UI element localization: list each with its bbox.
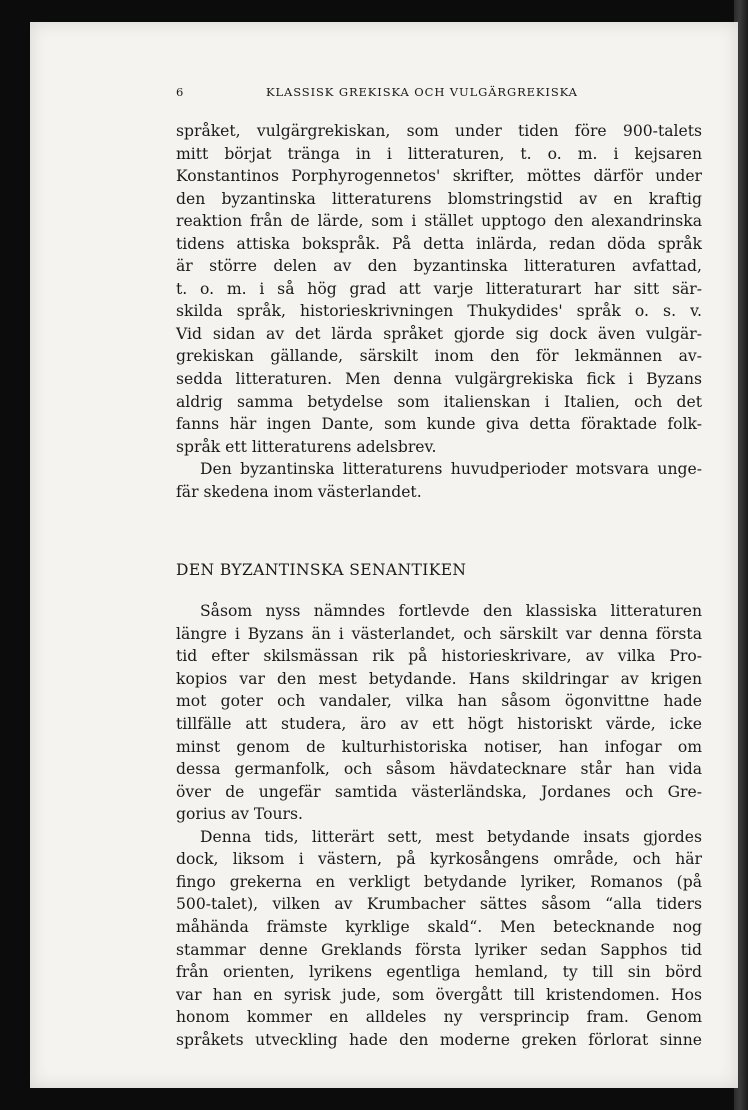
text-line: aldrig samma betydelse som italienskan i Italien, och det: [176, 392, 702, 411]
text-line: längre i Byzans än i västerlandet, och särskilt var denna första: [176, 624, 702, 643]
page-number: 6: [176, 85, 185, 99]
text-line: gorius av Tours.: [176, 805, 303, 824]
text-line: tid efter skilsmässan rik på historieskrivare, av vilka Pro-: [176, 647, 702, 666]
text-line: minst genom de kulturhistoriska notiser, han infogar om: [176, 737, 702, 756]
text-line: grekiskan gällande, särskilt inom den för lekmännen av-: [176, 347, 702, 366]
text-line: Såsom nyss nämndes fortlevde den klassiska litteraturen: [200, 602, 702, 621]
running-title: KLASSISK GREKISKA OCH VULGÄRGREKISKA: [266, 85, 578, 99]
text-line: mot goter och vandaler, vilka han såsom ögonvittne hade: [176, 692, 702, 711]
text-line: dock, liksom i västern, på kyrkosångens område, och här: [176, 850, 702, 869]
paragraph-continuation: [176, 120, 702, 458]
text-line: språket, vulgärgrekiskan, som under tiden före 900-talets: [176, 122, 702, 140]
running-head: [176, 85, 702, 105]
text-line: den byzantinska litteraturens blomstringstid av en kraftig: [176, 189, 702, 208]
text-line: honom kommer en alldeles ny versprincip fram. Genom: [176, 1008, 702, 1027]
text-line: Denna tids, litterärt sett, mest betydande insats gjordes: [200, 827, 702, 846]
text-line: mitt börjat tränga in i litteraturen, t. o. m. i kejsaren: [176, 144, 702, 163]
paragraph: [176, 458, 702, 503]
text-line: sedda litteraturen. Men denna vulgärgrekiska fick i Byzans: [176, 370, 702, 389]
text-line: reaktion från de lärde, som i stället upptogo den alexandrinska: [176, 212, 702, 231]
text-line: t. o. m. i så hög grad att varje litteraturart har sitt sär-: [176, 279, 702, 298]
text-line: skilda språk, historieskrivningen Thukydides' språk o. s. v.: [176, 302, 702, 321]
text-line: fanns här ingen Dante, som kunde giva detta föraktade folk-: [176, 415, 702, 434]
text-line: Den byzantinska litteraturens huvudperioder motsvara unge-: [200, 460, 702, 479]
book-page: [30, 22, 738, 1088]
text-line: tidens attiska bokspråk. På detta inlärda, redan döda språk: [176, 234, 702, 253]
paragraph: [176, 600, 702, 825]
text-line: över de ungefär samtida västerländska, Jordanes och Gre-: [176, 782, 702, 801]
text-line: är större delen av den byzantinska litteraturen avfattad,: [176, 257, 702, 276]
text-line: tillfälle att studera, äro av ett högt historiskt värde, icke: [176, 715, 702, 734]
paragraph: [176, 826, 702, 1051]
text-line: språkets utveckling hade den moderne greken förlorat sinne: [176, 1030, 702, 1049]
text-line: Konstantinos Porphyrogennetos' skrifter, möttes därför under: [176, 167, 702, 186]
text-line: fär skedena inom västerlandet.: [176, 482, 422, 501]
text-line: fingo grekerna en verkligt betydande lyriker, Romanos (på: [176, 872, 702, 891]
text-line: måhända främste kyrklige skald“. Men betecknande nog: [176, 917, 702, 936]
section-heading: DEN BYZANTINSKA SENANTIKEN: [176, 561, 467, 580]
text-line: 500-talet), vilken av Krumbacher sättes såsom “alla tiders: [176, 895, 702, 914]
text-line: Vid sidan av det lärda språket gjorde sig dock även vulgär-: [176, 324, 702, 343]
text-line: från orienten, lyrikens egentliga hemland, ty till sin börd: [176, 963, 702, 982]
page-content: [176, 85, 702, 1051]
text-line: dessa germanfolk, och såsom hävdatecknare står han vida: [176, 760, 702, 779]
text-line: stammar denne Greklands första lyriker sedan Sapphos tid: [176, 940, 702, 959]
text-line: kopios var den mest betydande. Hans skildringar av krigen: [176, 669, 702, 688]
text-line: språk ett litteraturens adelsbrev.: [176, 437, 437, 456]
text-line: var han en syrisk jude, som övergått till kristendomen. Hos: [176, 985, 702, 1004]
